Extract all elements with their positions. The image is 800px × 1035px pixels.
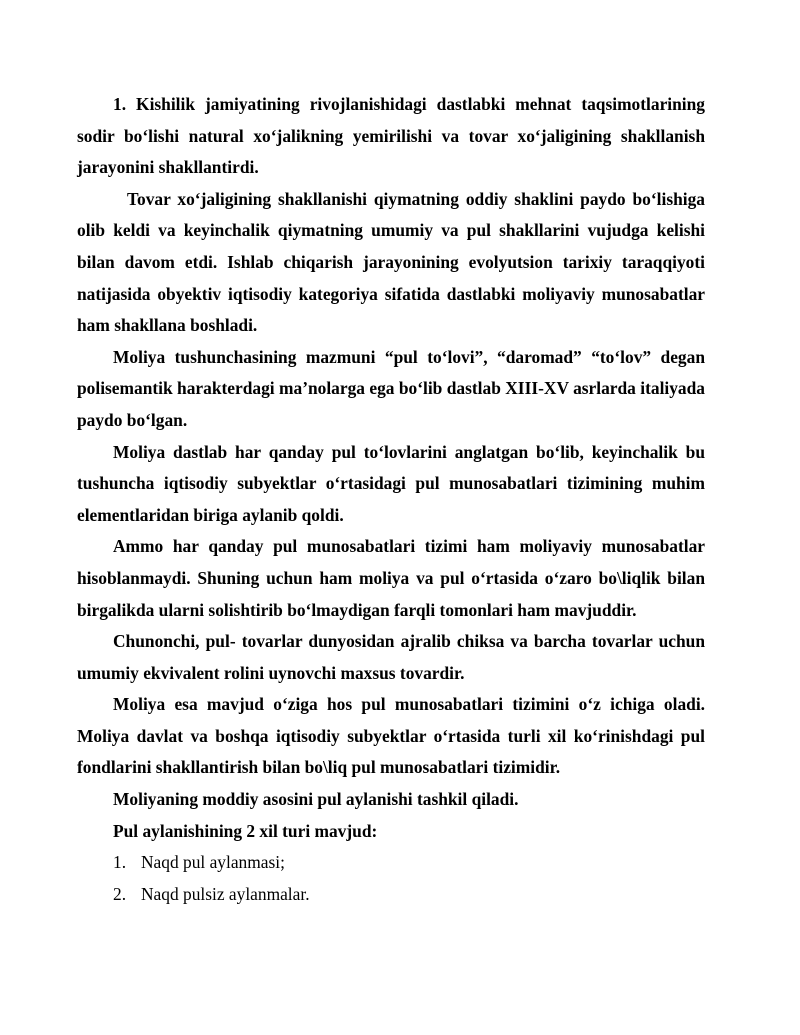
paragraph-3: Moliya tushunchasining mazmuni “pul to‘lovi”, “daromad” “to‘lov” degan polisemantik harakterdagi ma’nolarga ega bo‘lib dastlab XIII-XV asrlarda italiyada paydo bo‘lgan. [77,346,705,430]
paragraph-9: Pul aylanishining 2 xil turi mavjud: [113,820,378,841]
list-item [77,847,705,879]
paragraph-7: Moliya esa mavjud o‘ziga hos pul munosabatlari tizimini o‘z ichiga oladi. Moliya davlat va boshqa iqtisodiy subyektlar o‘rtasida turli xil ko‘rinishdagi pul fondlarini shakllantirish bilan bo\liq pul munosabatlari tizimidir. [77,694,705,778]
list-item-number: 2. [113,883,127,904]
paragraph-4: Moliya dastlab har qanday pul to‘lovlarini anglatgan bo‘lib, keyinchalik bu tushuncha iqtisodiy subyektlar o‘rtasidagi pul munosabatlari tizimining muhim elementlaridan biriga aylanib qoldi. [77,441,705,525]
paragraph-8: Moliyaning moddiy asosini pul aylanishi tashkil qiladi. [113,789,519,810]
paragraph-6: Chunonchi, pul- tovarlar dunyosidan ajralib chiksa va barcha tovarlar uchun umumiy ekvivalent rolini uynovchi maxsus tovardir. [77,631,705,683]
list-item [77,879,705,911]
numbered-list [77,847,705,910]
paragraph-1: 1. Kishilik jamiyatining rivojlanishidagi dastlabki mehnat taqsimotlarining sodir bo‘lishi natural xo‘jalikning yemirilishi va tovar xo‘jaligining shakllanish jarayonini shakllantirdi. [77,94,705,178]
list-item-text: Naqd pul aylanmasi; [141,852,285,873]
paragraph-2: Tovar xo‘jaligining shakllanishi qiymatning oddiy shaklini paydo bo‘lishiga olib keldi va keyinchalik qiymatning umumiy va pul shakllarini vujudga kelishi bilan davom etdi. Ishlab chiqarish jarayonining evolyutsion tarixiy taraqqiyoti natijasida obyektiv iqtisodiy kategoriya sifatida dastlabki moliyaviy munosabatlar ham shakllana boshladi. [77,188,705,336]
paragraph-5: Ammo har qanday pul munosabatlari tizimi ham moliyaviy munosabatlar hisoblanmaydi. Shuning uchun ham moliya va pul o‘rtasida o‘zaro bo\liqlik bilan birgalikda ularni solishtirib bo‘lmaydigan farqli tomonlari ham mavjuddir. [77,536,705,620]
document-page [77,89,705,910]
list-item-number: 1. [113,852,127,873]
list-item-text: Naqd pulsiz aylanmalar. [141,883,310,904]
